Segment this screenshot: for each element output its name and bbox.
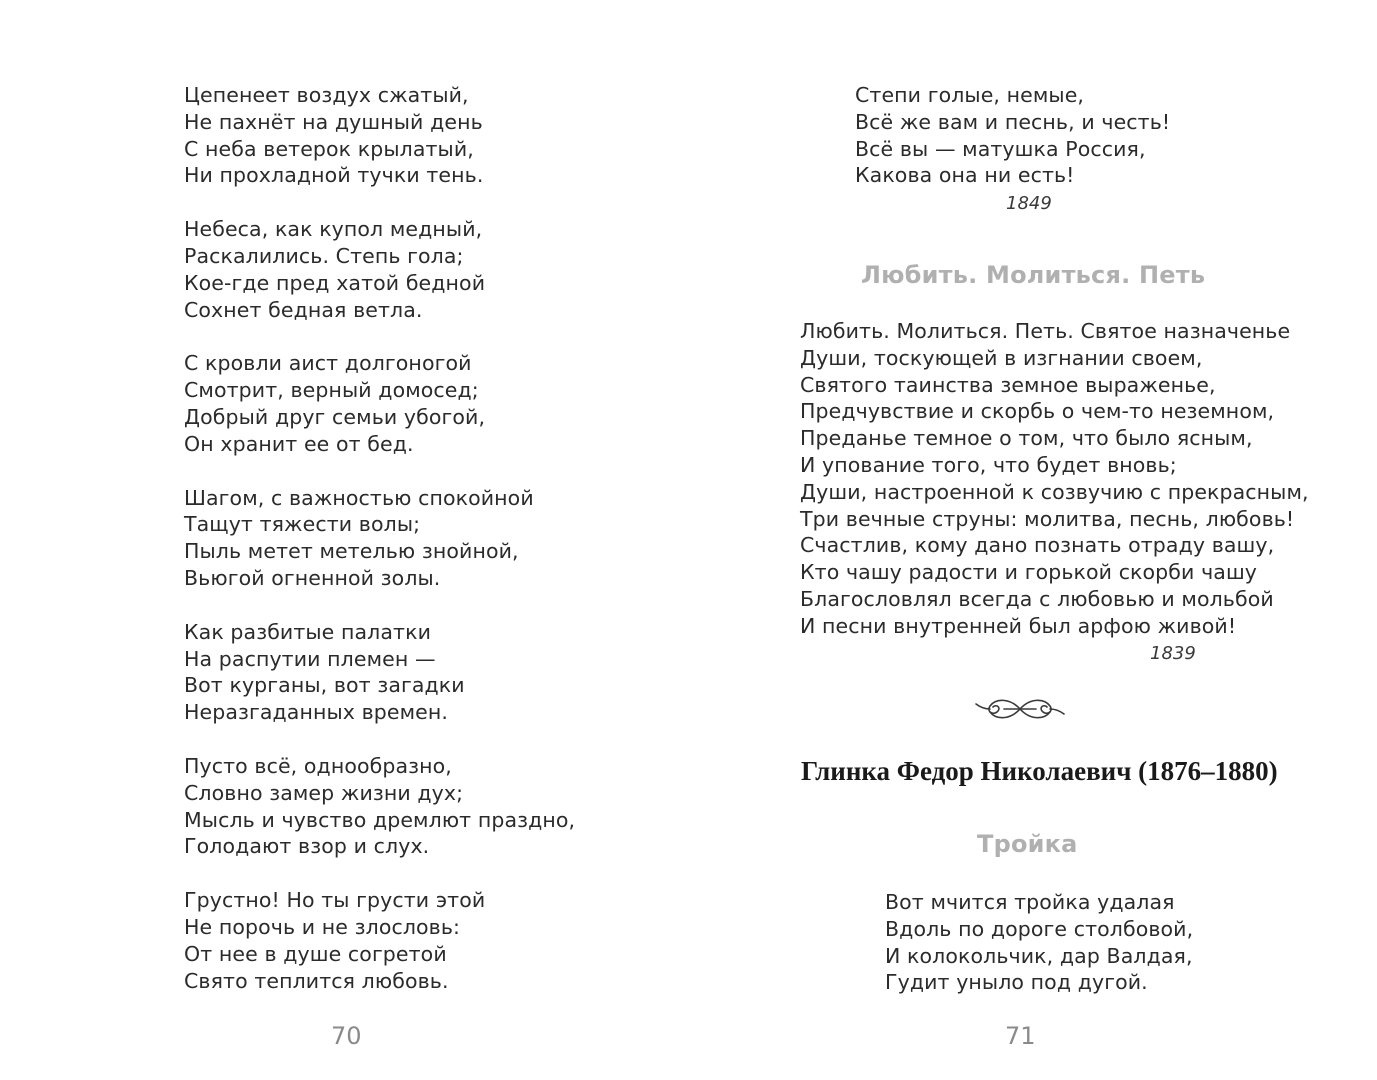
poem-line: С неба ветерок крылатый, [184,136,474,161]
poem-line: Раскалились. Степь гола; [184,243,464,268]
poem-title: Любить. Молиться. Петь [861,261,1206,289]
poem-line: Свято теплится любовь. [184,968,449,993]
poem-line: И упование того, что будет вновь; [800,452,1177,477]
poem-line: И колокольчик, дар Валдая, [885,943,1193,968]
flourish-ornament-icon [974,694,1066,724]
poem-line: С кровли аист долгоногой [184,351,472,376]
poem-line: Любить. Молиться. Петь. Святое назначенье [800,319,1291,343]
poem-line: Небеса, как купол медный, [184,217,483,242]
poem-title: Тройка [977,830,1078,858]
poem-date: 1849 [1006,193,1052,214]
page-number: 70 [331,1022,362,1050]
poem-line: Души, тоскующей в изгнании своем, [800,345,1203,370]
poem-line: Мысль и чувство дремлют праздно, [184,807,576,832]
poem-line: Всё же вам и песнь, и честь! [855,109,1171,134]
poem-line: Вьюгой огненной золы. [184,565,441,590]
stanza [184,82,575,189]
poem-line: Пусто всё, однообразно, [184,753,452,778]
poem-line: Предчувствие и скорбь о чем-то неземном, [800,399,1275,424]
poem-line: Словно замер жизни дух; [184,780,464,805]
poem-line: Преданье темное о том, что было ясным, [800,426,1253,451]
poem-line: На распутии племен — [184,646,436,671]
page-number: 71 [1005,1022,1036,1050]
right-page [688,0,1377,1080]
poem-line: Цепенеет воздух сжатый, [184,83,469,107]
poem-line: Три вечные струны: молитва, песнь, любовь! [800,506,1295,531]
stanza [184,350,575,457]
poem-line: Кто чашу радости и горькой скорби чашу [800,560,1258,585]
poem-date: 1839 [1150,643,1196,664]
poem-line: Вот мчится тройка удалая [885,890,1175,914]
poem-line: Всё вы — матушка Россия, [855,136,1146,161]
poem-line: Вот курганы, вот загадки [184,673,465,698]
stanza [184,753,575,860]
poem-line: Не порочь и не злословь: [184,914,461,939]
author-heading: Глинка Федор Николаевич (1876–1880) [801,756,1278,786]
left-page [0,0,688,1080]
poem-line: Грустно! Но ты грусти этой [184,888,486,913]
poem-line: Голодают взор и слух. [184,834,430,859]
poem-line: Как разбитые палатки [184,619,431,644]
poem-body [885,889,1193,996]
stanza [184,619,575,726]
poem-line: Вдоль по дороге столбовой, [885,916,1194,941]
poem-line: Ни прохладной тучки тень. [184,163,484,188]
poem-line: Пыль метет метелью знойной, [184,539,519,564]
left-poem [184,82,575,994]
poem-line: От нее в душе согретой [184,941,447,966]
poem-line: Шагом, с важностью спокойной [184,485,534,510]
poem-line: И песни внутренней был арфою живой! [800,613,1237,638]
poem-line: Души, настроенной к созвучию с прекрасным, [800,479,1309,504]
poem-line: Степи голые, немые, [855,83,1085,107]
poem-line: Сохнет бедная ветла. [184,297,423,322]
poem-line: Гудит уныло под дугой. [885,970,1148,995]
poem-line: Тащут тяжести волы; [184,512,421,537]
poem-line: Счастлив, кому дано познать отраду вашу, [800,533,1275,558]
poem-line: Кое-где пред хатой бедной [184,270,486,295]
poem-line: Неразгаданных времен. [184,700,449,725]
poem-line: Он хранит ее от бед. [184,431,414,456]
poem-line: Святого таинства земное выраженье, [800,372,1216,397]
poem-line: Добрый друг семьи убогой, [184,404,486,429]
poem-body [800,318,1309,640]
poem-line: Смотрит, верный домосед; [184,378,479,403]
stanza [184,485,575,592]
stanza [184,887,575,994]
continuation-stanza [855,82,1170,189]
stanza [184,216,575,323]
poem-line: Благословлял всегда с любовью и мольбой [800,586,1274,611]
poem-line: Какова она ни есть! [855,163,1075,188]
poem-line: Не пахнёт на душный день [184,109,483,134]
